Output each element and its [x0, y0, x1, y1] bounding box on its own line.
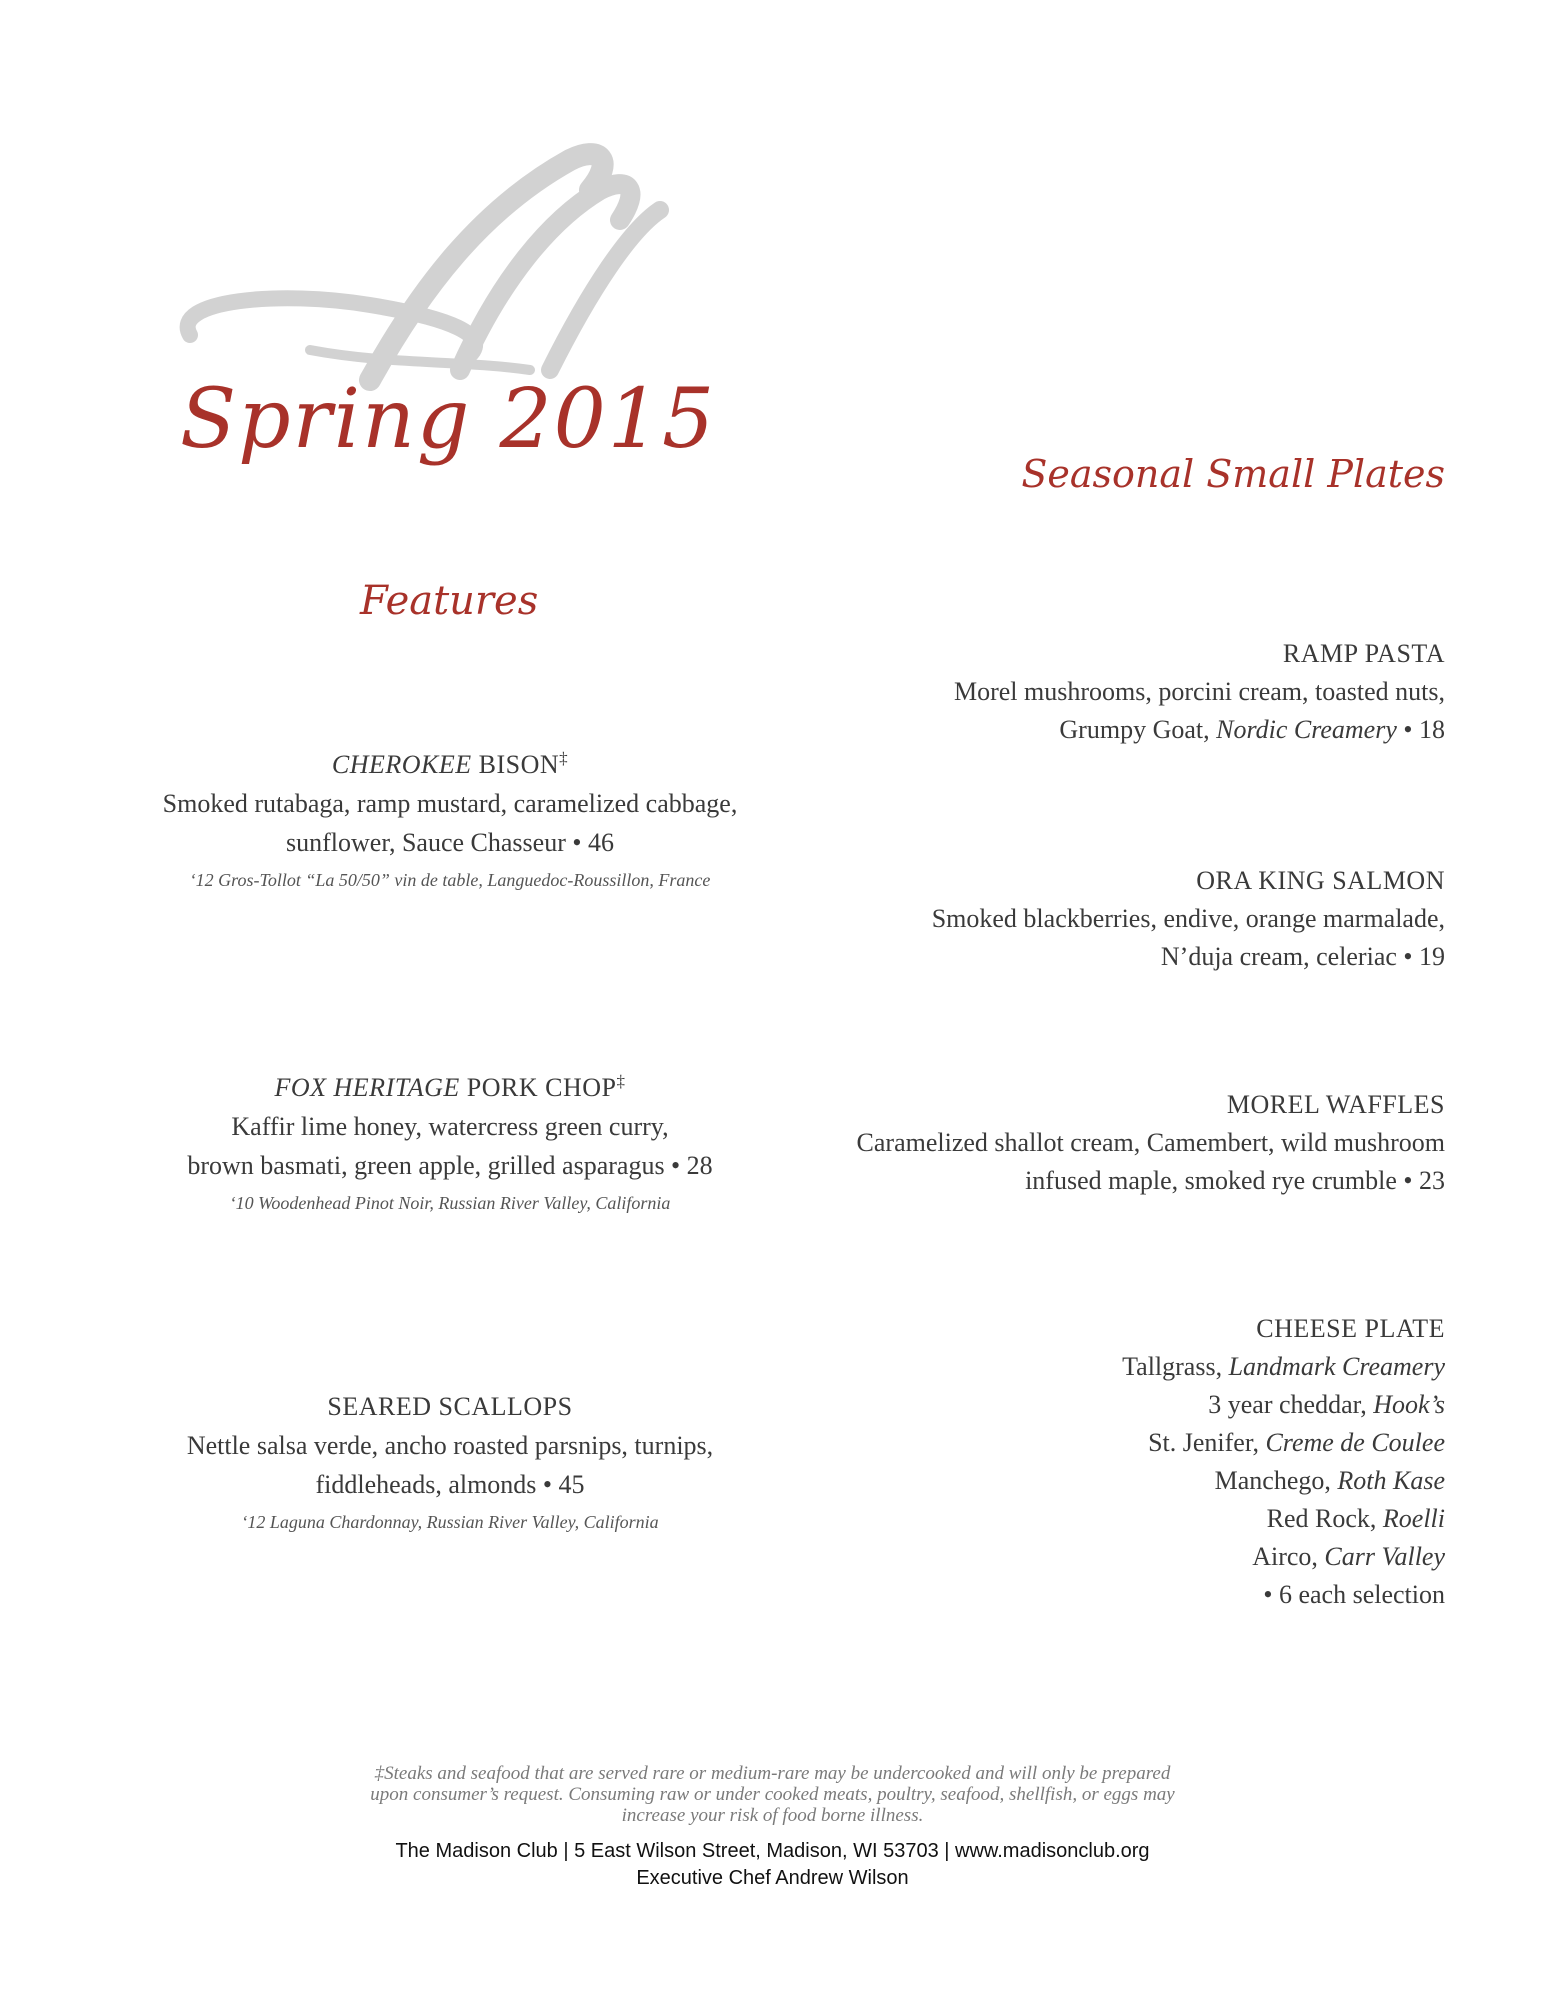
chef-credit: Executive Chef Andrew Wilson	[636, 1867, 909, 1889]
cheese-selection: Airco, Carr Valley	[1252, 1542, 1445, 1571]
plate-item-salmon	[685, 862, 1445, 976]
cheese-selection: St. Jenifer, Creme de Coulee	[1148, 1428, 1445, 1457]
small-plates-heading: Seasonal Small Plates	[1021, 452, 1445, 496]
feature-description: brown basmati, green apple, grilled asparagus • 28	[187, 1151, 713, 1180]
plate-name: CHEESE PLATE	[1256, 1314, 1445, 1343]
footer	[0, 1838, 1545, 1892]
plate-description: Grumpy Goat, Nordic Creamery • 18	[1059, 715, 1445, 744]
feature-name: CHEROKEE BISON‡	[331, 748, 569, 779]
feature-description: Nettle salsa verde, ancho roasted parsnips, turnips,	[186, 1431, 714, 1460]
wine-pairing: ‘12 Gros-Tollot “La 50/50” vin de table, Languedoc-Roussillon, France	[189, 870, 711, 890]
disclaimer-line: ‡Steaks and seafood that are served rare or medium-rare may be undercooked and will only be prepared	[374, 1763, 1171, 1784]
food-safety-disclaimer	[0, 1763, 1545, 1826]
club-address: The Madison Club | 5 East Wilson Street, Madison, WI 53703 | www.madisonclub.org	[395, 1840, 1150, 1862]
feature-name: SEARED SCALLOPS	[327, 1392, 573, 1421]
feature-description: sunflower, Sauce Chasseur • 46	[286, 828, 614, 857]
plate-description: infused maple, smoked rye crumble • 23	[1025, 1166, 1445, 1195]
plate-name: ORA KING SALMON	[1196, 866, 1445, 895]
plate-description: N’duja cream, celeriac • 19	[1160, 942, 1445, 971]
wine-pairing: ‘10 Woodenhead Pinot Noir, Russian River Valley, California	[229, 1193, 671, 1213]
plate-name: MOREL WAFFLES	[1226, 1090, 1445, 1119]
feature-description: Kaffir lime honey, watercress green curry,	[231, 1112, 669, 1141]
plate-description: Caramelized shallot cream, Camembert, wild mushroom	[856, 1128, 1445, 1157]
feature-name: FOX HERITAGE PORK CHOP‡	[274, 1071, 626, 1102]
plate-description: Smoked blackberries, endive, orange marmalade,	[931, 904, 1445, 933]
plate-item-ramp-pasta	[685, 635, 1445, 749]
plate-description: Morel mushrooms, porcini cream, toasted nuts,	[953, 677, 1445, 706]
features-heading: Features	[360, 578, 539, 624]
feature-description: Smoked rutabaga, ramp mustard, caramelized cabbage,	[162, 789, 738, 818]
disclaimer-line: increase your risk of food borne illness.	[621, 1805, 924, 1826]
menu-title: Spring 2015	[180, 372, 717, 467]
feature-description: fiddleheads, almonds • 45	[315, 1470, 585, 1499]
cheese-selection: 3 year cheddar, Hook’s	[1208, 1390, 1445, 1419]
cheese-price: • 6 each selection	[1263, 1580, 1445, 1609]
plate-item-morel-waffles	[685, 1086, 1445, 1200]
plate-item-cheese	[685, 1310, 1445, 1614]
disclaimer-line: upon consumer’s request. Consuming raw or under cooked meats, poultry, seafood, shellfish, or eggs may	[370, 1784, 1175, 1805]
plate-name: RAMP PASTA	[1282, 639, 1445, 668]
cheese-selection: Manchego, Roth Kase	[1214, 1466, 1445, 1495]
cheese-selection: Tallgrass, Landmark Creamery	[1122, 1352, 1445, 1381]
wine-pairing: ‘12 Laguna Chardonnay, Russian River Valley, California	[241, 1512, 659, 1532]
cheese-selection: Red Rock, Roelli	[1266, 1504, 1445, 1533]
